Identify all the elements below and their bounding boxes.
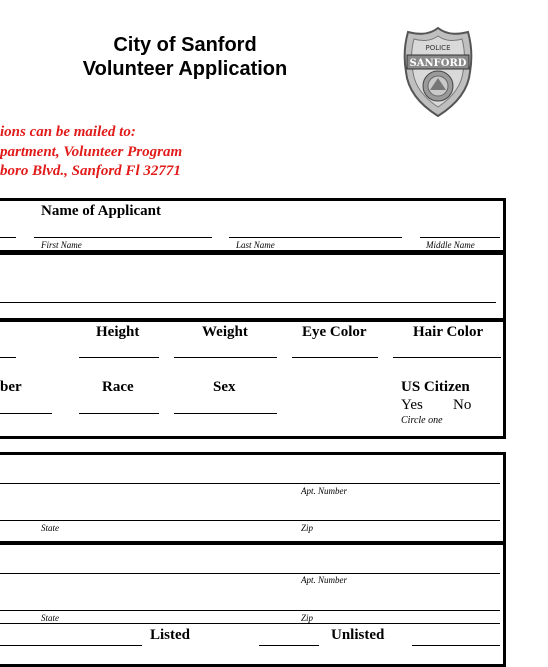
last-name-label: Last Name <box>236 240 275 250</box>
phone-top-line <box>0 623 500 624</box>
circle-one-hint: Circle one <box>401 415 443 426</box>
first-name-line <box>34 237 212 238</box>
address1-city-field[interactable] <box>0 503 500 519</box>
address2-street-line <box>0 573 500 574</box>
height-field[interactable] <box>79 340 159 356</box>
phone-extra-field[interactable] <box>412 628 500 644</box>
unlisted-label: Unlisted <box>331 627 385 643</box>
badge-top-text: POLICE <box>425 44 451 52</box>
sex-field[interactable] <box>174 396 277 412</box>
unlisted-phone-line <box>259 645 319 646</box>
physical-prefix-line <box>0 357 16 358</box>
address2-street-field[interactable] <box>0 556 500 572</box>
name-prefix-field[interactable] <box>0 220 16 236</box>
hair-color-field[interactable] <box>393 340 501 356</box>
height-line <box>79 357 159 358</box>
first-name-label: First Name <box>41 240 82 250</box>
address2-city-field[interactable] <box>0 593 500 609</box>
citizen-no-option[interactable]: No <box>453 397 472 413</box>
listed-phone-field[interactable] <box>0 628 142 644</box>
mailing-line-3: boro Blvd., Sanford Fl 32771 <box>0 163 181 179</box>
applicant-heading: Name of Applicant <box>41 203 161 219</box>
mailing-line-1: ions can be mailed to: <box>0 124 136 140</box>
address2-zip-label: Zip <box>301 613 314 623</box>
eye-color-line <box>292 357 378 358</box>
blank-info-line <box>0 302 496 303</box>
address1-street-field[interactable] <box>0 466 500 482</box>
height-label: Height <box>96 324 140 340</box>
first-name-field[interactable] <box>34 220 212 236</box>
listed-phone-line <box>0 645 142 646</box>
address1-zip-label: Zip <box>301 523 314 533</box>
race-label: Race <box>102 379 134 395</box>
hair-color-line <box>393 357 501 358</box>
citizen-yes-option[interactable]: Yes <box>401 397 423 413</box>
middle-name-label: Middle Name <box>426 240 475 250</box>
address2-state-label: State <box>41 613 59 623</box>
mailing-line-2: partment, Volunteer Program <box>0 144 183 160</box>
number-line <box>0 413 52 414</box>
last-name-line <box>229 237 402 238</box>
eye-color-label: Eye Color <box>302 324 367 340</box>
sex-line <box>174 413 277 414</box>
form-title: Volunteer Application <box>82 58 288 80</box>
address1-city-line <box>0 520 500 521</box>
us-citizen-label: US Citizen <box>401 379 470 395</box>
weight-label: Weight <box>202 324 248 340</box>
police-badge-logo <box>402 26 474 118</box>
race-field[interactable] <box>79 396 159 412</box>
hair-color-label: Hair Color <box>413 324 484 340</box>
unlisted-phone-field[interactable] <box>259 628 319 644</box>
phone-extra-line <box>412 645 500 646</box>
middle-name-line <box>420 237 500 238</box>
weight-line <box>174 357 277 358</box>
weight-field[interactable] <box>174 340 277 356</box>
address1-state-label: State <box>41 523 59 533</box>
address2-city-line <box>0 610 500 611</box>
sex-label: Sex <box>213 379 236 395</box>
city-title: City of Sanford <box>113 34 257 56</box>
number-field[interactable] <box>0 396 52 412</box>
address1-apt-label: Apt. Number <box>301 486 347 496</box>
last-name-field[interactable] <box>229 220 402 236</box>
middle-name-field[interactable] <box>420 220 500 236</box>
address1-street-line <box>0 483 500 484</box>
name-prefix-line <box>0 237 16 238</box>
badge-name: SANFORD <box>409 58 467 69</box>
number-label: ber <box>0 379 22 395</box>
physical-prefix-field[interactable] <box>0 340 16 356</box>
blank-info-field[interactable] <box>0 285 496 301</box>
race-line <box>79 413 159 414</box>
listed-label: Listed <box>150 627 191 643</box>
address2-apt-label: Apt. Number <box>301 575 347 585</box>
eye-color-field[interactable] <box>292 340 378 356</box>
